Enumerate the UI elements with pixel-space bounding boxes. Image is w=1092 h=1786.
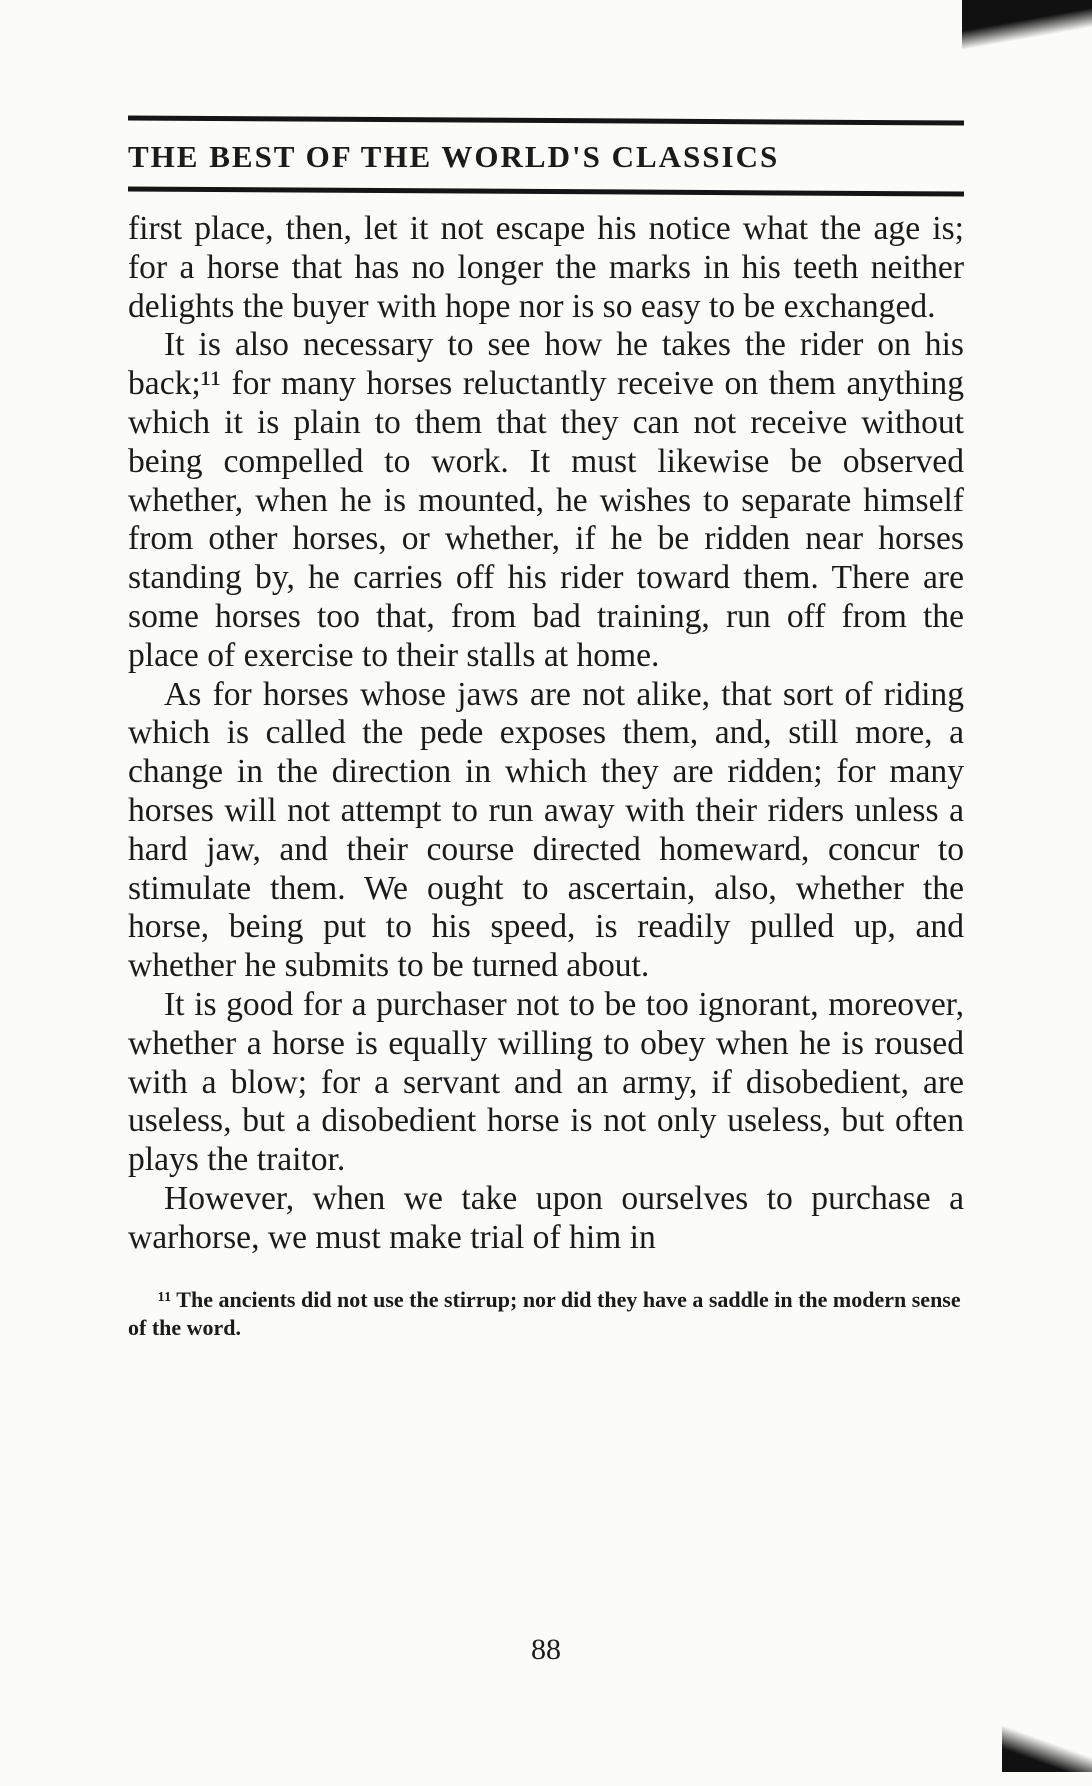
page-number: 88 <box>531 1633 561 1666</box>
paragraph: As for horses whose jaws are not alike, that sort of riding which is called the pede exposes them, and, still more, a change in the direction in which they are ridden; for many horses will not attempt to run away with their riders unless a hard jaw, and their course directed homeward, concur to stimulate them. We ought to ascertain, also, whether the horse, being put to his speed, is readily pulled up, and whether he submits to be turned about. <box>128 675 964 985</box>
scan-edge-shadow-bottom <box>1002 1726 1092 1772</box>
header-rule-bottom <box>128 186 964 196</box>
footnote: ¹¹ The ancients did not use the stirrup; nor did they have a saddle in the modern sense of the word. <box>128 1286 961 1340</box>
scan-edge-shadow-top <box>962 0 1092 58</box>
paragraph: It is good for a purchaser not to be too ignorant, moreover, whether a horse is equally willing to obey when he is roused with a blow; for a servant and an army, if disobedient, are useless, but a disobedient horse is not only useless, but often plays the traitor. <box>128 985 964 1179</box>
paragraph: first place, then, let it not escape his notice what the age is; for a horse that has no longer the marks in his teeth neither delights the buyer with hope nor is so easy to be exchanged. <box>128 210 964 325</box>
paragraph: However, when we take upon ourselves to purchase a warhorse, we must make trial of him in <box>128 1179 964 1256</box>
paragraph: It is also necessary to see how he takes the rider on his back;¹¹ for many horses reluctantly receive on them anything which it is plain to them that they can not receive without being compelled to work. It must likewise be observed whether, when he is mounted, he wishes to separate himself from other horses, or whether, if he be ridden near horses standing by, he carries off his rider toward them. There are some horses too that, from bad training, run off from the place of exercise to their stalls at home. <box>128 326 964 674</box>
header-rule-top <box>128 115 964 125</box>
book-page <box>128 118 964 1666</box>
running-title: THE BEST OF THE WORLD'S CLASSICS <box>128 139 780 174</box>
body-text <box>128 210 964 1258</box>
